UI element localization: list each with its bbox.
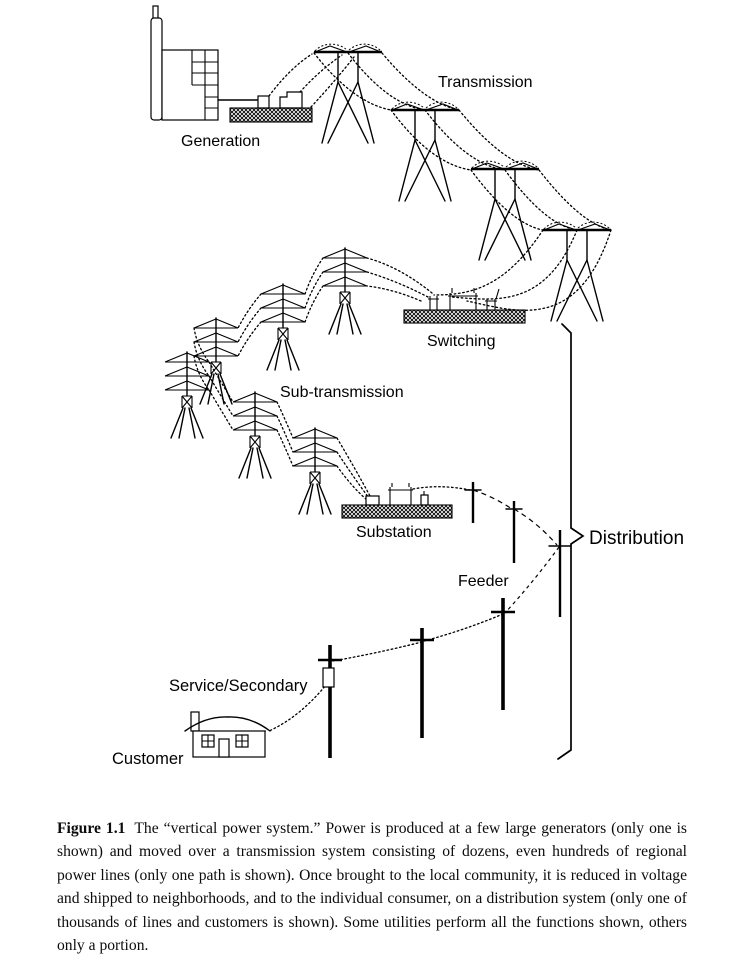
subtransmission-tower-1 [323,248,367,334]
smokestack [151,18,162,120]
feeder-wire-5 [333,642,422,661]
utility-pole-3 [549,530,571,617]
switching-breaker-1 [428,296,439,310]
generator-step-up-unit [258,96,269,108]
label-transmission: Transmission [438,74,533,91]
switching-to-subtransmission-wires [367,258,432,301]
substation-to-pole-wire [413,487,470,490]
utility-pole-1 [465,482,481,523]
label-substation: Substation [356,524,432,541]
label-sub-transmission: Sub-transmission [280,384,404,401]
transmission-tower-3 [471,161,539,260]
house-window-left [202,735,214,747]
generator-transformer [280,92,302,108]
substation-platform [342,505,452,518]
label-customer: Customer [112,750,184,768]
substation-transformer [366,496,379,505]
subtransmission-tower-2 [261,284,305,370]
label-generation: Generation [181,133,261,150]
distribution-brace [558,324,583,759]
subtransmission-tower-4 [165,352,209,438]
house-chimney [191,712,199,731]
substation-bus-structure [388,483,413,505]
switching-platform [404,310,525,323]
house-door [219,739,229,757]
pole-transformer [323,668,334,687]
transmission-tower-1 [314,44,382,143]
subtransmission-tower-5 [233,392,277,478]
figure-caption-number: Figure 1.1 [57,820,126,837]
substation [342,483,452,518]
transmission-tower-2 [391,102,459,201]
label-service-secondary: Service/Secondary [169,677,308,695]
label-switching: Switching [427,333,496,350]
feeder-wire-1 [473,490,512,509]
feeder-wire-2 [514,509,557,545]
subtransmission-tower-6 [293,428,337,514]
subtransmission-tower-3 [194,318,238,404]
customer-house [185,712,270,757]
house-window-right [236,735,248,747]
substation-breaker [421,495,428,505]
switching-station [404,288,525,323]
figure-caption [57,817,687,957]
generation-platform [230,108,312,122]
generation-plant [151,6,312,122]
utility-pole-4 [491,598,515,710]
utility-pole-6 [318,645,342,758]
utility-pole-2 [506,501,522,563]
figure-caption-text: The “vertical power system.” Power is produced at a few large generators (only one is shown) and moved over a transmission system consisting of dozens, even hundreds of regional power lines (only one path is shown). Once brought to the local community, it is reduced in voltage and shipped to neighborhoods, and to the individual consumer, on a distribution system (only one of thousands of lines and customers is shown). Some utilities perform all the functions shown, others only a portion. [57,820,687,955]
label-distribution: Distribution [589,528,685,549]
label-feeder: Feeder [458,573,509,590]
feeder-wire-4 [424,614,503,641]
